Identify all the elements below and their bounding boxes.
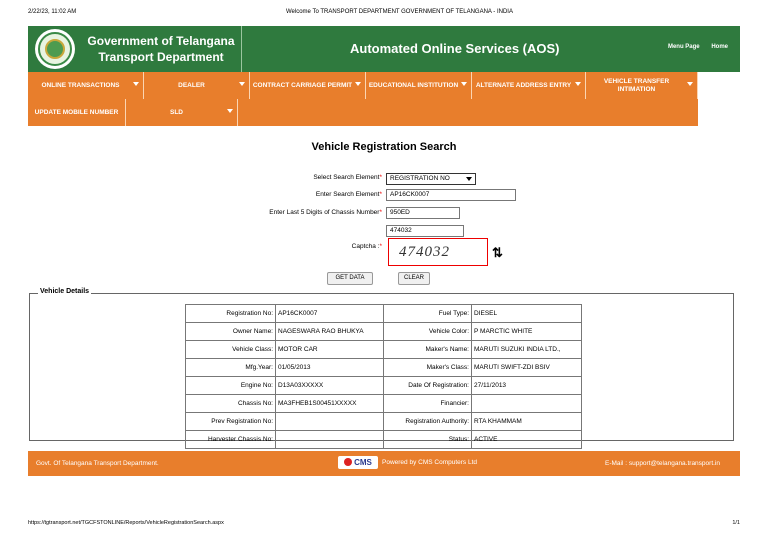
menu-label: ONLINE TRANSACTIONS <box>41 81 120 89</box>
govt-title <box>86 33 236 65</box>
detail-value: DIESEL <box>472 305 582 323</box>
menu-sld[interactable] <box>126 99 238 126</box>
footer-powered-text: Powered by CMS Computers Ltd <box>382 459 478 466</box>
detail-label: Maker's Class: <box>384 359 472 377</box>
vehicle-details-legend: Vehicle Details <box>40 288 90 295</box>
detail-value: ACTIVE <box>472 431 582 449</box>
detail-label: Financier: <box>384 395 472 413</box>
menu-label: CONTRACT CARRIAGE PERMIT <box>252 81 353 89</box>
detail-label: Vehicle Class: <box>186 341 276 359</box>
app-title: Automated Online Services (AOS) <box>350 41 560 56</box>
detail-value: MA3FHEB1S00451XXXXX <box>276 395 384 413</box>
detail-value <box>472 395 582 413</box>
menu-vehicle-transfer-intimation[interactable] <box>586 72 698 99</box>
menu-educational-institution[interactable] <box>366 72 472 99</box>
detail-label: Prev Registration No: <box>186 413 276 431</box>
chevron-down-icon <box>687 82 693 86</box>
captcha-label: Captcha :* <box>351 243 382 250</box>
banner-divider <box>241 26 242 72</box>
detail-value: MARUTI SWIFT-ZDI BSIV <box>472 359 582 377</box>
menu-label: VEHICLE TRANSFER INTIMATION <box>603 77 670 93</box>
menu-label: DEALER <box>178 81 205 89</box>
detail-value: MARUTI SUZUKI INDIA LTD., <box>472 341 582 359</box>
refresh-arrows-icon[interactable]: ⇅ <box>492 245 503 260</box>
menu-label: UPDATE MOBILE NUMBER <box>34 108 119 116</box>
menu-update-mobile-number[interactable] <box>28 99 126 126</box>
menu-dealer[interactable] <box>144 72 250 99</box>
footer-email-link[interactable]: E-Mail : support@telangana.transport.in <box>605 460 720 467</box>
captcha-input[interactable]: 474032 <box>386 225 464 237</box>
menu-contract-carriage-permit[interactable] <box>250 72 366 99</box>
detail-label: Registration Authority: <box>384 413 472 431</box>
menu-label: EDUCATIONAL INSTITUTION <box>368 81 459 89</box>
home-link[interactable]: Home <box>711 44 728 50</box>
detail-value <box>276 431 384 449</box>
footer-powered-by <box>338 456 477 469</box>
detail-label: Engine No: <box>186 377 276 395</box>
site-footer <box>28 451 740 476</box>
menu-label: ALTERNATE ADDRESS ENTRY <box>475 81 572 89</box>
footer-dept: Govt. Of Telangana Transport Department. <box>36 460 159 467</box>
chassis-digits-input[interactable]: 950ED <box>386 207 460 219</box>
get-data-button[interactable]: GET DATA <box>327 272 373 285</box>
detail-label: Mfg.Year: <box>186 359 276 377</box>
detail-label: Vehicle Color: <box>384 323 472 341</box>
detail-value: MOTOR CAR <box>276 341 384 359</box>
table-row <box>186 395 582 413</box>
govt-title-line1: Government of Telangana <box>87 34 235 48</box>
enter-search-element-label: Enter Search Element* <box>315 191 382 198</box>
chevron-down-icon <box>461 82 467 86</box>
detail-value: 01/05/2013 <box>276 359 384 377</box>
detail-value: 27/11/2013 <box>472 377 582 395</box>
top-links <box>658 44 728 50</box>
menu-alternate-address-entry[interactable] <box>472 72 586 99</box>
table-row <box>186 305 582 323</box>
telangana-emblem-icon[interactable] <box>35 29 75 69</box>
chevron-down-icon <box>355 82 361 86</box>
chevron-down-icon <box>133 82 139 86</box>
detail-label: Owner Name: <box>186 323 276 341</box>
table-row <box>186 359 582 377</box>
select-search-element-label: Select Search Element* <box>313 174 382 181</box>
chassis-digits-label: Enter Last 5 Digits of Chassis Number* <box>269 209 382 216</box>
menu-online-transactions[interactable] <box>28 72 144 99</box>
menu-page-link[interactable]: Menu Page <box>667 44 700 50</box>
detail-label: Maker's Name: <box>384 341 472 359</box>
print-header <box>28 9 740 21</box>
cms-logo-icon: CMS <box>338 456 378 469</box>
govt-title-line2: Transport Department <box>98 50 224 64</box>
print-url: https://tgtransport.net/TGCFSTONLINE/Reports/VehicleRegistrationSearch.aspx <box>28 520 224 526</box>
detail-value: P MARCTIC WHITE <box>472 323 582 341</box>
table-row <box>186 323 582 341</box>
detail-label: Date Of Registration: <box>384 377 472 395</box>
clear-button[interactable]: CLEAR <box>398 272 430 285</box>
search-element-input[interactable]: AP16CK0007 <box>386 189 516 201</box>
vehicle-details-table <box>185 304 582 449</box>
table-row <box>186 341 582 359</box>
main-menu <box>28 72 698 126</box>
chevron-down-icon <box>466 177 472 181</box>
print-datetime: 2/22/23, 11:02 AM <box>28 9 77 15</box>
detail-value <box>276 413 384 431</box>
detail-value: AP16CK0007 <box>276 305 384 323</box>
table-row <box>186 413 582 431</box>
chevron-down-icon <box>239 82 245 86</box>
detail-value: RTA KHAMMAM <box>472 413 582 431</box>
chevron-down-icon <box>575 82 581 86</box>
search-element-selected: REGISTRATION NO <box>390 175 450 182</box>
search-element-select[interactable] <box>386 173 476 185</box>
print-page-title: Welcome To TRANSPORT DEPARTMENT GOVERNMENT OF TELANGANA - INDIA <box>286 9 513 15</box>
detail-label: Fuel Type: <box>384 305 472 323</box>
detail-value: D13A03XXXXX <box>276 377 384 395</box>
site-banner <box>28 26 740 72</box>
detail-value: NAGESWARA RAO BHUKYA <box>276 323 384 341</box>
captcha-image: 474032 <box>388 238 488 266</box>
detail-label: Harvester Chassis No: <box>186 431 276 449</box>
detail-label: Registration No: <box>186 305 276 323</box>
detail-label: Chassis No: <box>186 395 276 413</box>
table-row <box>186 431 582 449</box>
chevron-down-icon <box>227 109 233 113</box>
page-title: Vehicle Registration Search <box>311 141 457 153</box>
menu-label: SLD <box>170 108 183 116</box>
print-page-number: 1/1 <box>732 520 740 526</box>
detail-label: Status: <box>384 431 472 449</box>
table-row <box>186 377 582 395</box>
